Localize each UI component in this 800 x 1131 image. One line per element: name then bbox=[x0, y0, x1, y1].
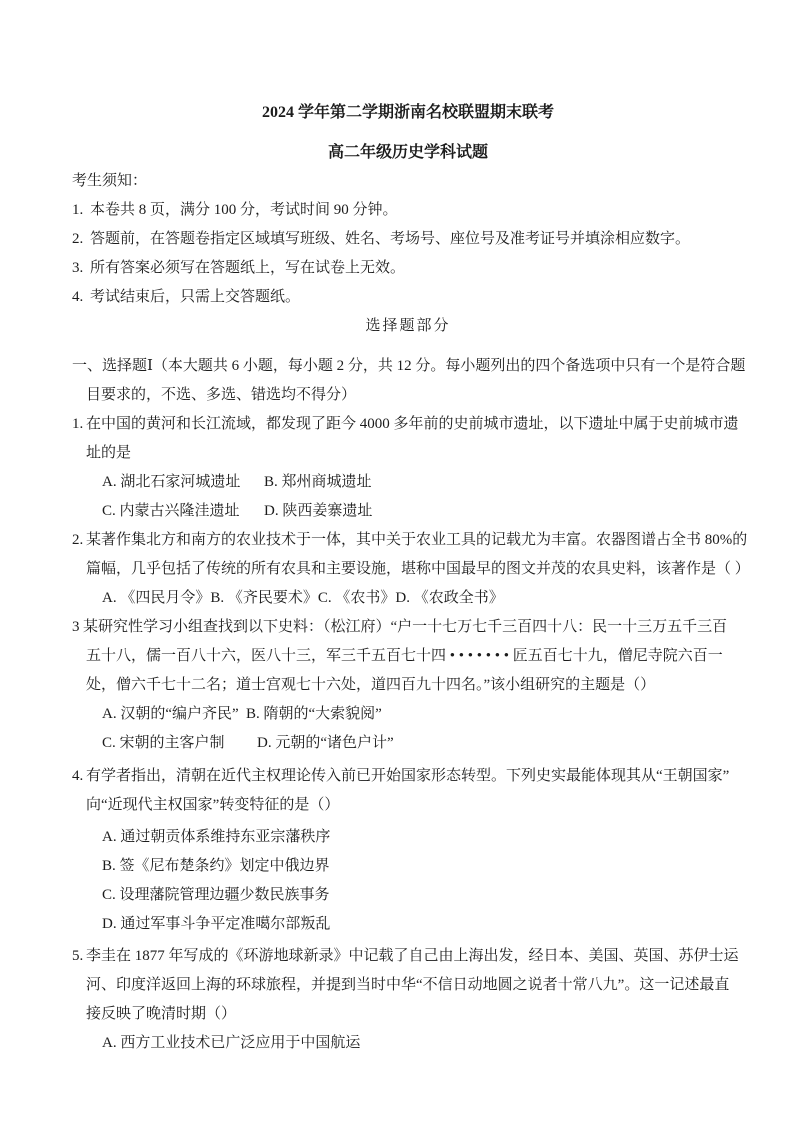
question-4-number: 4. bbox=[72, 768, 84, 784]
question-2-option-a: A. 《四民月令》 bbox=[102, 590, 211, 606]
question-1-option-a: A. 湖北石家河城遗址 bbox=[102, 474, 241, 490]
notice-item-4 bbox=[72, 283, 744, 312]
part1-heading-line1: 一、选择题Ⅰ（本大题共 6 小题，每小题 2 分，共 12 分。每小题列出的四个备选项中只有一个是符合题 bbox=[72, 358, 746, 374]
notice-item-1-number: 1. bbox=[72, 202, 84, 218]
question-5-stem-line3: 接反映了晚清时期（） bbox=[86, 1006, 237, 1022]
question-1-option-b: B. 郑州商城遗址 bbox=[264, 474, 372, 490]
question-4-stem-line2: 向“近现代主权国家”转变特征的是（） bbox=[86, 797, 340, 813]
question-1-stem-line1 bbox=[72, 410, 744, 439]
question-3-options-row1 bbox=[72, 700, 744, 729]
notice-item-2 bbox=[72, 225, 744, 254]
question-1-options-row2 bbox=[72, 497, 744, 526]
question-5-number: 5. bbox=[72, 948, 84, 964]
part1-heading-line2: 目要求的，不选、多选、错选均不得分） bbox=[86, 387, 357, 403]
question-3-option-d: D. 元朝的“诸色户计” bbox=[257, 735, 394, 751]
question-2-number: 2. bbox=[72, 532, 84, 548]
notice-item-1 bbox=[72, 196, 744, 225]
question-1-stem-text1: 在中国的黄河和长江流域，都发现了距今 4000 多年前的史前城市遗址，以下遗址中属于史前城市遗 bbox=[86, 416, 739, 432]
question-4-stem-text1: 有学者指出，清朝在近代主权理论传入前已开始国家形态转型。下列史实最能体现其从“王朝国家” bbox=[86, 768, 730, 784]
question-2-stem-line2: 篇幅，几乎包括了传统的所有农具和主要设施，堪称中国最早的图文并茂的农具史料，该著作是（ ） bbox=[86, 561, 750, 577]
question-3-stem-line1 bbox=[72, 613, 744, 642]
notice-item-3-number: 3. bbox=[72, 260, 84, 276]
question-2-option-c: C. 《农书》 bbox=[317, 590, 396, 606]
exam-title: 2024 学年第二学期浙南名校联盟期末联考 bbox=[261, 104, 554, 121]
notice-heading: 考生须知： bbox=[72, 173, 148, 189]
question-3-option-b: B. 隋朝的“大索貌阅” bbox=[246, 706, 382, 722]
notice-item-3-text: 所有答案必须写在答题纸上，写在试卷上无效。 bbox=[90, 260, 406, 276]
question-2-option-d: D. 《农政全书》 bbox=[395, 590, 504, 606]
notice-item-3 bbox=[72, 254, 744, 283]
question-2-stem-text1: 某著作集北方和南方的农业技术于一体，其中关于农业工具的记载尤为丰富。农器图谱占全书 80%的 bbox=[86, 532, 748, 548]
notice-item-2-text: 答题前，在答题卷指定区域填写班级、姓名、考场号、座位号及准考证号并填涂相应数字。 bbox=[90, 231, 691, 247]
question-3-option-a: A. 汉朝的“编户齐民” bbox=[102, 706, 239, 722]
question-4-stem-line1 bbox=[72, 762, 744, 791]
exam-subtitle: 高二年级历史学科试题 bbox=[327, 144, 488, 161]
question-3-stem-line3: 处，僧六千七十二名；道士宫观七十六处，道四百九十四名。”该小组研究的主题是（） bbox=[86, 677, 656, 693]
question-2-option-b: B. 《齐民要术》 bbox=[210, 590, 318, 606]
question-4-option-a: A. 通过朝贡体系维持东亚宗藩秩序 bbox=[102, 829, 331, 845]
question-3-stem-text1: 某研究性学习小组查找到以下史料：（松江府）“户一十七万七千三百四十八：民一十三万五千三百 bbox=[83, 619, 728, 635]
notice-item-4-text: 考试结束后，只需上交答题纸。 bbox=[90, 289, 301, 305]
notice-item-2-number: 2. bbox=[72, 231, 84, 247]
question-1-stem-line2: 址的是 bbox=[86, 445, 132, 461]
question-1-options-row1 bbox=[72, 468, 744, 497]
notice-item-1-text: 本卷共 8 页，满分 100 分，考试时间 90 分钟。 bbox=[90, 202, 398, 218]
question-4-option-d: D. 通过军事斗争平定准噶尔部叛乱 bbox=[102, 916, 331, 932]
question-3-stem-line2: 五十八，儒一百八十六，医八十三，军三千五百七十四 • • • • • • • 匠五百七十九，僧尼寺院六百一 bbox=[86, 648, 723, 664]
question-3-option-c: C. 宋朝的主客户制 bbox=[102, 735, 225, 751]
question-5-stem-line2: 河、印度洋返回上海的环球旅程，并提到当时中华“不信日动地圆之说者十常八九”。这一记述最直 bbox=[86, 977, 730, 993]
section-heading: 选择题部分 bbox=[365, 318, 451, 334]
question-4-option-c: C. 设理藩院管理边疆少数民族事务 bbox=[102, 887, 330, 903]
question-5-stem-line1 bbox=[72, 942, 744, 971]
question-3-options-row2 bbox=[72, 729, 744, 758]
notice-item-4-number: 4. bbox=[72, 289, 84, 305]
question-1-number: 1. bbox=[72, 416, 84, 432]
question-5-option-a: A. 西方工业技术已广泛应用于中国航运 bbox=[102, 1035, 361, 1051]
question-1-option-d: D. 陕西姜寨遗址 bbox=[264, 503, 373, 519]
question-4-option-b: B. 签《尼布楚条约》划定中俄边界 bbox=[102, 858, 330, 874]
question-2-stem-line1 bbox=[72, 526, 748, 555]
question-2-options-row bbox=[72, 584, 744, 613]
question-1-option-c: C. 内蒙古兴隆洼遗址 bbox=[102, 503, 240, 519]
question-5-stem-text1: 李圭在 1877 年写成的《环游地球新录》中记载了自己由上海出发，经日本、美国、英国、苏伊士运 bbox=[86, 948, 739, 964]
question-3-number: 3 bbox=[72, 619, 80, 635]
